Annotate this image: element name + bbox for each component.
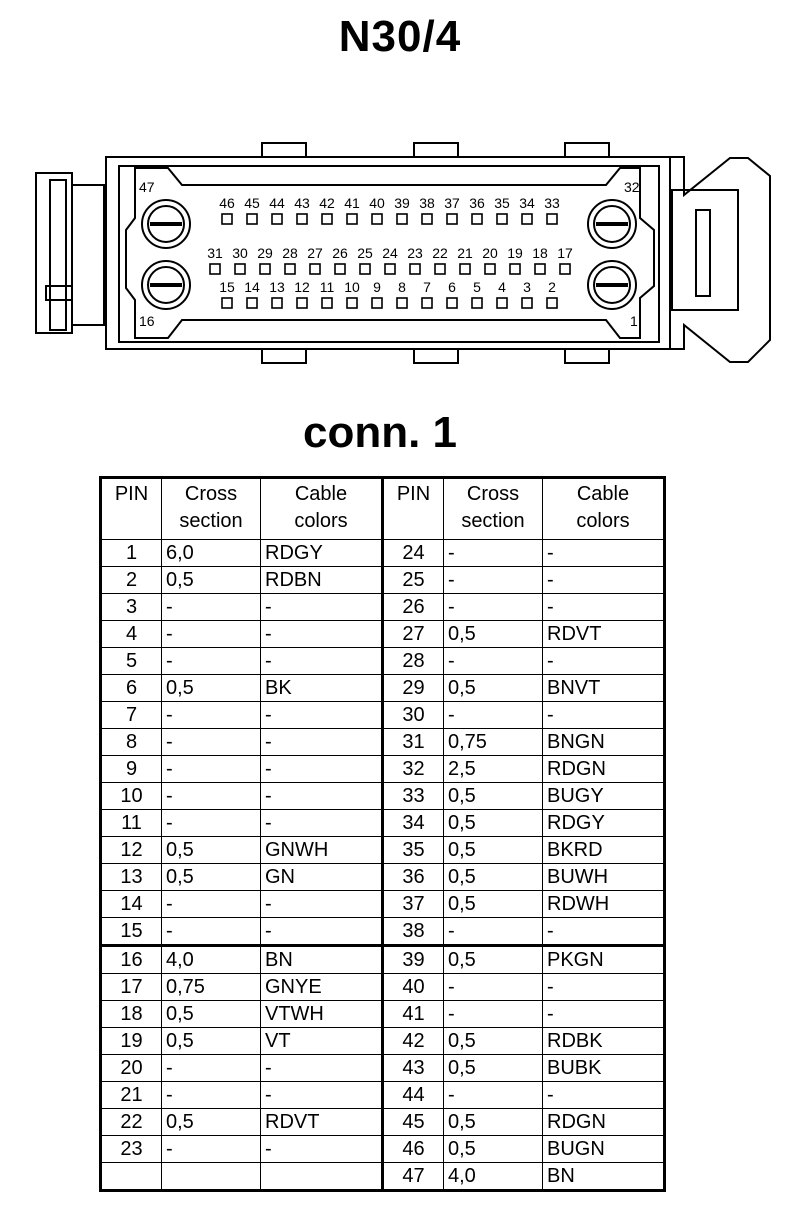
header-cable-colors: Cable colors bbox=[261, 478, 383, 540]
cable-colors: - bbox=[261, 810, 383, 837]
pin-label: 43 bbox=[294, 195, 310, 211]
cable-colors: PKGN bbox=[543, 946, 665, 974]
cross-section: 0,5 bbox=[162, 864, 261, 891]
cross-section: 0,5 bbox=[444, 810, 543, 837]
cable-colors: - bbox=[543, 648, 665, 675]
cross-section: 0,5 bbox=[444, 864, 543, 891]
pin-socket bbox=[347, 214, 357, 224]
table-row bbox=[101, 974, 665, 1001]
pin-label: 35 bbox=[494, 195, 510, 211]
table-row bbox=[101, 1055, 665, 1082]
cross-section: - bbox=[444, 567, 543, 594]
pin-number: 23 bbox=[101, 1136, 162, 1163]
pin-socket bbox=[297, 298, 307, 308]
cross-section: 0,5 bbox=[444, 837, 543, 864]
cable-colors: BNGN bbox=[543, 729, 665, 756]
pin-number: 26 bbox=[383, 594, 444, 621]
pin-socket bbox=[410, 264, 420, 274]
cross-section: 0,5 bbox=[444, 675, 543, 702]
table-row bbox=[101, 1082, 665, 1109]
pin-number: 7 bbox=[101, 702, 162, 729]
cross-section: 4,0 bbox=[162, 946, 261, 974]
pin-socket bbox=[285, 264, 295, 274]
corner-label: 16 bbox=[139, 313, 155, 329]
cross-section: 0,5 bbox=[444, 891, 543, 918]
pin-socket bbox=[522, 298, 532, 308]
pin-number: 17 bbox=[101, 974, 162, 1001]
pin-label: 44 bbox=[269, 195, 285, 211]
cross-section: 0,5 bbox=[162, 1001, 261, 1028]
diagram-title: N30/4 bbox=[338, 12, 462, 61]
cross-section: - bbox=[162, 702, 261, 729]
pin-number: 29 bbox=[383, 675, 444, 702]
cross-section: 0,5 bbox=[444, 946, 543, 974]
pin-label: 40 bbox=[369, 195, 385, 211]
table-row bbox=[101, 729, 665, 756]
pin-number: 32 bbox=[383, 756, 444, 783]
pin-label: 17 bbox=[557, 245, 573, 261]
pin-number: 9 bbox=[101, 756, 162, 783]
cable-colors: - bbox=[543, 918, 665, 946]
cross-section: - bbox=[162, 783, 261, 810]
pin-label: 3 bbox=[523, 279, 531, 295]
pin-label: 13 bbox=[269, 279, 285, 295]
pin-label: 27 bbox=[307, 245, 323, 261]
pin-socket bbox=[422, 214, 432, 224]
pin-label: 28 bbox=[282, 245, 298, 261]
table-row bbox=[101, 837, 665, 864]
cross-section: - bbox=[162, 729, 261, 756]
pin-socket bbox=[460, 264, 470, 274]
pin-label: 15 bbox=[219, 279, 235, 295]
pin-number: 45 bbox=[383, 1109, 444, 1136]
table-row bbox=[101, 675, 665, 702]
pin-number: 13 bbox=[101, 864, 162, 891]
cross-section: - bbox=[162, 810, 261, 837]
pin-number: 33 bbox=[383, 783, 444, 810]
pin-number: 27 bbox=[383, 621, 444, 648]
corner-label: 1 bbox=[630, 313, 638, 329]
cross-section: 0,75 bbox=[162, 974, 261, 1001]
corner-label: 47 bbox=[139, 179, 155, 195]
pin-label: 2 bbox=[548, 279, 556, 295]
cross-section: - bbox=[444, 702, 543, 729]
pin-label: 6 bbox=[448, 279, 456, 295]
pin-label: 26 bbox=[332, 245, 348, 261]
cable-colors bbox=[261, 1163, 383, 1191]
cross-section: 0,5 bbox=[444, 1109, 543, 1136]
pin-socket bbox=[385, 264, 395, 274]
cable-colors: BUWH bbox=[543, 864, 665, 891]
cable-colors: - bbox=[261, 648, 383, 675]
cable-colors: BKRD bbox=[543, 837, 665, 864]
cable-colors: - bbox=[543, 974, 665, 1001]
pin-socket bbox=[372, 298, 382, 308]
pin-number: 1 bbox=[101, 540, 162, 567]
cross-section: 0,5 bbox=[162, 675, 261, 702]
pin-socket bbox=[397, 214, 407, 224]
table-row bbox=[101, 702, 665, 729]
connector-title: conn. 1 bbox=[302, 408, 458, 457]
table-row bbox=[101, 756, 665, 783]
pin-number: 37 bbox=[383, 891, 444, 918]
table-row bbox=[101, 594, 665, 621]
cable-colors: - bbox=[261, 756, 383, 783]
pin-number: 30 bbox=[383, 702, 444, 729]
cross-section: - bbox=[444, 918, 543, 946]
pin-socket bbox=[260, 264, 270, 274]
cross-section: - bbox=[162, 756, 261, 783]
pin-label: 31 bbox=[207, 245, 223, 261]
pin-number: 5 bbox=[101, 648, 162, 675]
pin-label: 20 bbox=[482, 245, 498, 261]
pin-socket bbox=[435, 264, 445, 274]
pin-label: 37 bbox=[444, 195, 460, 211]
pin-label: 46 bbox=[219, 195, 235, 211]
pin-label: 10 bbox=[344, 279, 360, 295]
pin-socket bbox=[547, 214, 557, 224]
cross-section: - bbox=[162, 621, 261, 648]
pin-label: 9 bbox=[373, 279, 381, 295]
pin-number: 34 bbox=[383, 810, 444, 837]
cable-colors: RDBK bbox=[543, 1028, 665, 1055]
table-row bbox=[101, 1163, 665, 1191]
header-cross-section: Cross section bbox=[444, 478, 543, 540]
pin-label: 36 bbox=[469, 195, 485, 211]
pin-socket bbox=[485, 264, 495, 274]
pin-label: 38 bbox=[419, 195, 435, 211]
cross-section: 0,5 bbox=[444, 783, 543, 810]
pin-number: 6 bbox=[101, 675, 162, 702]
cable-colors: - bbox=[261, 1082, 383, 1109]
pin-label: 19 bbox=[507, 245, 523, 261]
pin-number: 38 bbox=[383, 918, 444, 946]
table-row bbox=[101, 810, 665, 837]
pin-number: 4 bbox=[101, 621, 162, 648]
pin-number: 10 bbox=[101, 783, 162, 810]
cross-section: - bbox=[162, 918, 261, 946]
pin-socket bbox=[235, 264, 245, 274]
pin-number: 40 bbox=[383, 974, 444, 1001]
cable-colors: - bbox=[543, 1001, 665, 1028]
cable-colors: BK bbox=[261, 675, 383, 702]
pin-label: 21 bbox=[457, 245, 473, 261]
cable-colors: - bbox=[543, 1082, 665, 1109]
cross-section: 0,5 bbox=[444, 1028, 543, 1055]
pin-label: 34 bbox=[519, 195, 535, 211]
cross-section: - bbox=[162, 1055, 261, 1082]
cable-colors: BN bbox=[543, 1163, 665, 1191]
pin-number: 46 bbox=[383, 1136, 444, 1163]
table-row bbox=[101, 540, 665, 567]
cable-colors: - bbox=[543, 567, 665, 594]
pin-socket bbox=[372, 214, 382, 224]
pin-label: 45 bbox=[244, 195, 260, 211]
pin-number: 43 bbox=[383, 1055, 444, 1082]
pin-socket bbox=[247, 214, 257, 224]
pin-label: 8 bbox=[398, 279, 406, 295]
cross-section: 0,5 bbox=[162, 1028, 261, 1055]
table-row bbox=[101, 1028, 665, 1055]
cross-section: 0,5 bbox=[162, 1109, 261, 1136]
cable-colors: - bbox=[543, 702, 665, 729]
cable-colors: RDGY bbox=[543, 810, 665, 837]
table-row bbox=[101, 891, 665, 918]
cable-colors: GN bbox=[261, 864, 383, 891]
cable-colors: BUBK bbox=[543, 1055, 665, 1082]
cable-colors: GNWH bbox=[261, 837, 383, 864]
cable-colors: BNVT bbox=[543, 675, 665, 702]
pin-number: 41 bbox=[383, 1001, 444, 1028]
pin-number: 15 bbox=[101, 918, 162, 946]
header-cross-section: Cross section bbox=[162, 478, 261, 540]
pin-label: 14 bbox=[244, 279, 260, 295]
cable-colors: - bbox=[261, 918, 383, 946]
pin-socket bbox=[510, 264, 520, 274]
pin-table bbox=[99, 476, 666, 1192]
pin-label: 42 bbox=[319, 195, 335, 211]
pin-socket bbox=[322, 298, 332, 308]
pin-number: 36 bbox=[383, 864, 444, 891]
cross-section: - bbox=[162, 1136, 261, 1163]
cable-colors: GNYE bbox=[261, 974, 383, 1001]
pin-socket bbox=[497, 214, 507, 224]
pin-label: 18 bbox=[532, 245, 548, 261]
pin-label: 25 bbox=[357, 245, 373, 261]
pin-number: 16 bbox=[101, 946, 162, 974]
cross-section: 2,5 bbox=[444, 756, 543, 783]
pin-label: 11 bbox=[319, 279, 335, 295]
cross-section: 0,5 bbox=[444, 1136, 543, 1163]
pin-label: 30 bbox=[232, 245, 248, 261]
cable-colors: - bbox=[261, 729, 383, 756]
pin-label: 39 bbox=[394, 195, 410, 211]
cross-section: 0,75 bbox=[444, 729, 543, 756]
pin-socket bbox=[322, 214, 332, 224]
pin-label: 7 bbox=[423, 279, 431, 295]
pin-number: 2 bbox=[101, 567, 162, 594]
cable-colors: RDBN bbox=[261, 567, 383, 594]
pin-socket bbox=[472, 298, 482, 308]
cable-colors: - bbox=[261, 891, 383, 918]
pin-socket bbox=[222, 214, 232, 224]
pin-number: 22 bbox=[101, 1109, 162, 1136]
pin-socket bbox=[335, 264, 345, 274]
cross-section: - bbox=[444, 1082, 543, 1109]
pin-number: 35 bbox=[383, 837, 444, 864]
pin-label: 41 bbox=[344, 195, 360, 211]
pin-number: 25 bbox=[383, 567, 444, 594]
table-row bbox=[101, 621, 665, 648]
cable-colors: - bbox=[261, 783, 383, 810]
header-pin: PIN bbox=[383, 478, 444, 540]
pin-socket bbox=[272, 214, 282, 224]
pin-number: 47 bbox=[383, 1163, 444, 1191]
header-cable-colors: Cable colors bbox=[543, 478, 665, 540]
cable-colors: - bbox=[261, 1136, 383, 1163]
table-row bbox=[101, 648, 665, 675]
pin-label: 29 bbox=[257, 245, 273, 261]
cable-colors: - bbox=[543, 540, 665, 567]
pin-number: 14 bbox=[101, 891, 162, 918]
cable-colors: RDGY bbox=[261, 540, 383, 567]
cable-colors: - bbox=[261, 594, 383, 621]
pin-number: 24 bbox=[383, 540, 444, 567]
pin-socket bbox=[210, 264, 220, 274]
cross-section: - bbox=[444, 974, 543, 1001]
cross-section: 0,5 bbox=[162, 837, 261, 864]
pin-socket bbox=[347, 298, 357, 308]
cable-colors: BUGY bbox=[543, 783, 665, 810]
pin-label: 22 bbox=[432, 245, 448, 261]
cable-colors: VTWH bbox=[261, 1001, 383, 1028]
pin-number bbox=[101, 1163, 162, 1191]
pin-socket bbox=[247, 298, 257, 308]
pin-number: 44 bbox=[383, 1082, 444, 1109]
pin-number: 20 bbox=[101, 1055, 162, 1082]
pin-socket bbox=[547, 298, 557, 308]
pin-socket bbox=[222, 298, 232, 308]
pin-socket bbox=[472, 214, 482, 224]
cable-colors: VT bbox=[261, 1028, 383, 1055]
pin-socket bbox=[535, 264, 545, 274]
cable-colors: RDVT bbox=[261, 1109, 383, 1136]
cable-colors: BN bbox=[261, 946, 383, 974]
pin-label: 23 bbox=[407, 245, 423, 261]
cross-section: - bbox=[162, 648, 261, 675]
cable-colors: - bbox=[543, 594, 665, 621]
pin-socket bbox=[560, 264, 570, 274]
cable-colors: RDWH bbox=[543, 891, 665, 918]
cable-colors: RDVT bbox=[543, 621, 665, 648]
corner-label: 32 bbox=[624, 179, 640, 195]
cross-section: - bbox=[444, 1001, 543, 1028]
pin-socket bbox=[272, 298, 282, 308]
table-row bbox=[101, 1136, 665, 1163]
cable-colors: - bbox=[261, 621, 383, 648]
cross-section: 4,0 bbox=[444, 1163, 543, 1191]
pin-socket bbox=[360, 264, 370, 274]
pin-number: 39 bbox=[383, 946, 444, 974]
cross-section: 0,5 bbox=[444, 1055, 543, 1082]
pin-socket bbox=[310, 264, 320, 274]
cable-colors: RDGN bbox=[543, 756, 665, 783]
pin-label: 33 bbox=[544, 195, 560, 211]
table-header-row bbox=[101, 478, 665, 540]
pin-number: 42 bbox=[383, 1028, 444, 1055]
cross-section: 0,5 bbox=[444, 621, 543, 648]
header-pin: PIN bbox=[101, 478, 162, 540]
table-row bbox=[101, 1001, 665, 1028]
pin-socket bbox=[397, 298, 407, 308]
pin-label: 5 bbox=[473, 279, 481, 295]
cross-section: - bbox=[162, 1082, 261, 1109]
pin-socket bbox=[497, 298, 507, 308]
pin-number: 28 bbox=[383, 648, 444, 675]
pin-socket bbox=[297, 214, 307, 224]
table-row bbox=[101, 918, 665, 946]
table-row bbox=[101, 783, 665, 810]
cross-section bbox=[162, 1163, 261, 1191]
pin-number: 11 bbox=[101, 810, 162, 837]
connector-drawing bbox=[0, 140, 800, 380]
pin-number: 19 bbox=[101, 1028, 162, 1055]
pin-number: 8 bbox=[101, 729, 162, 756]
table-row bbox=[101, 1109, 665, 1136]
cable-colors: BUGN bbox=[543, 1136, 665, 1163]
pin-label: 12 bbox=[294, 279, 310, 295]
cross-section: - bbox=[444, 648, 543, 675]
pin-socket bbox=[447, 214, 457, 224]
cable-colors: RDGN bbox=[543, 1109, 665, 1136]
table-row bbox=[101, 864, 665, 891]
cross-section: - bbox=[444, 594, 543, 621]
cross-section: 0,5 bbox=[162, 567, 261, 594]
pin-socket bbox=[522, 214, 532, 224]
pin-label: 4 bbox=[498, 279, 506, 295]
table-row bbox=[101, 946, 665, 974]
pin-socket bbox=[447, 298, 457, 308]
cable-colors: - bbox=[261, 702, 383, 729]
cross-section: - bbox=[162, 594, 261, 621]
cable-colors: - bbox=[261, 1055, 383, 1082]
pin-number: 18 bbox=[101, 1001, 162, 1028]
pin-number: 31 bbox=[383, 729, 444, 756]
pin-number: 12 bbox=[101, 837, 162, 864]
pin-socket bbox=[422, 298, 432, 308]
cross-section: 6,0 bbox=[162, 540, 261, 567]
pin-label: 24 bbox=[382, 245, 398, 261]
cross-section: - bbox=[444, 540, 543, 567]
pin-number: 21 bbox=[101, 1082, 162, 1109]
cross-section: - bbox=[162, 891, 261, 918]
pin-number: 3 bbox=[101, 594, 162, 621]
table-row bbox=[101, 567, 665, 594]
